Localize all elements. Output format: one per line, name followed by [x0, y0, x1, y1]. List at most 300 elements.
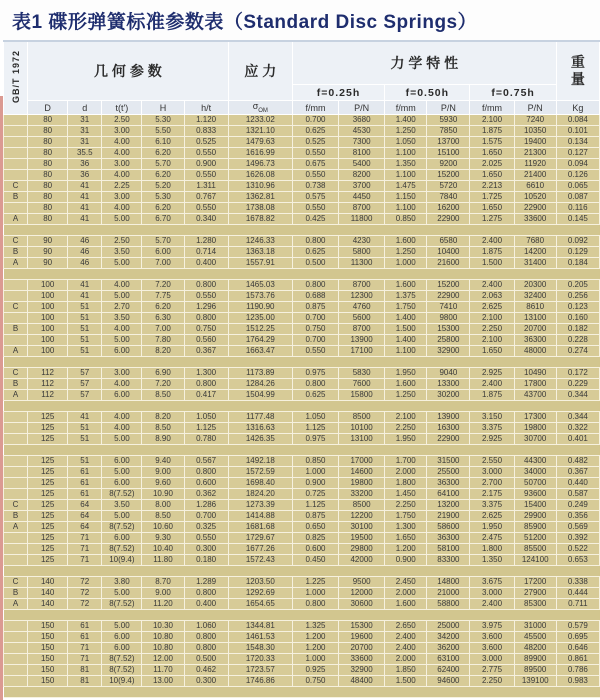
table-cell: 10100 — [339, 423, 385, 434]
table-cell: 140 — [28, 588, 68, 599]
table-cell: 51 — [68, 335, 102, 346]
table-cell: 1363.18 — [228, 247, 292, 258]
table-cell: 27900 — [514, 588, 556, 599]
table-cell: 1465.03 — [228, 280, 292, 291]
table-cell: 0.900 — [385, 555, 427, 566]
table-cell: 5.00 — [102, 214, 142, 225]
table-cell: 2.775 — [470, 665, 514, 676]
table-cell: 61 — [68, 489, 102, 500]
table-cell: 1.875 — [470, 390, 514, 401]
table-cell: 1.950 — [470, 522, 514, 533]
table-cell: 2.000 — [385, 588, 427, 599]
table-cell: 83300 — [427, 555, 470, 566]
table-cell: 50700 — [514, 478, 556, 489]
table-cell: 0.700 — [292, 313, 338, 324]
table-cell: 72 — [68, 577, 102, 588]
table-cell: 36300 — [514, 335, 556, 346]
table-cell: 8.20 — [142, 346, 184, 357]
table-cell: 100 — [28, 291, 68, 302]
table-cell: 0.482 — [556, 456, 599, 467]
table-row — [4, 302, 600, 313]
table-cell: 31 — [68, 137, 102, 148]
table-cell: 1.350 — [470, 555, 514, 566]
table-cell: 6.00 — [102, 346, 142, 357]
table-cell: 1.100 — [385, 148, 427, 159]
table-cell: 13100 — [514, 313, 556, 324]
table-cell: 1616.99 — [228, 148, 292, 159]
table-cell: 22900 — [514, 203, 556, 214]
table-cell: 5.00 — [102, 434, 142, 445]
table-cell: 64 — [68, 500, 102, 511]
table-cell: 125 — [28, 456, 68, 467]
table-cell: 1.750 — [385, 511, 427, 522]
table-cell: 0.392 — [556, 533, 599, 544]
table-cell: 0.625 — [292, 247, 338, 258]
table-cell: 7840 — [427, 192, 470, 203]
table-cell: 125 — [28, 412, 68, 423]
table-cell — [4, 478, 28, 489]
table-cell: 0.500 — [292, 258, 338, 269]
deflection-level-075h: f=0.75h — [470, 85, 556, 101]
table-cell: 0.646 — [556, 643, 599, 654]
table-cell: 11.80 — [142, 555, 184, 566]
table-cell: 80 — [28, 192, 68, 203]
table-cell: 150 — [28, 676, 68, 687]
col-header-h-over-t: h/t — [184, 101, 228, 115]
table-cell: 2.650 — [385, 621, 427, 632]
table-cell: 1.950 — [385, 434, 427, 445]
table-row — [4, 313, 600, 324]
table-cell: 1.050 — [292, 412, 338, 423]
table-cell: 1.600 — [385, 280, 427, 291]
table-cell: 1.375 — [385, 291, 427, 302]
table-cell: 3.00 — [102, 368, 142, 379]
table-cell: 3.375 — [470, 500, 514, 511]
table-cell: 2.063 — [470, 291, 514, 302]
table-cell: 0.767 — [184, 192, 228, 203]
table-cell: 6.00 — [102, 478, 142, 489]
table-cell: 0.587 — [556, 489, 599, 500]
table-cell: 0.401 — [556, 434, 599, 445]
table-cell: 1.500 — [385, 324, 427, 335]
table-cell: 5800 — [339, 247, 385, 258]
table-cell: 0.600 — [184, 478, 228, 489]
table-cell — [4, 621, 28, 632]
table-cell: 58100 — [427, 544, 470, 555]
table-cell: 1.600 — [385, 379, 427, 390]
table-cell: 1.600 — [385, 236, 427, 247]
table-cell: 1.289 — [184, 577, 228, 588]
table-cell: 1344.81 — [228, 621, 292, 632]
table-cell: 1.060 — [184, 621, 228, 632]
table-cell: 140 — [28, 599, 68, 610]
table-cell: 3.375 — [470, 423, 514, 434]
group-separator — [4, 269, 600, 280]
table-cell: 85500 — [514, 544, 556, 555]
table-cell: 8610 — [514, 302, 556, 313]
table-cell: 62400 — [427, 665, 470, 676]
table-cell: A — [4, 214, 28, 225]
table-cell: 1746.86 — [228, 676, 292, 687]
geometry-group-header: 几 何 参 数 — [28, 41, 229, 101]
table-cell: 3.50 — [102, 313, 142, 324]
table-cell: B — [4, 511, 28, 522]
table-cell: 71 — [68, 654, 102, 665]
table-cell: 72 — [68, 588, 102, 599]
table-cell: 9.00 — [142, 588, 184, 599]
table-cell: 8.50 — [142, 390, 184, 401]
table-cell: 0.750 — [292, 676, 338, 687]
table-cell: 15300 — [339, 621, 385, 632]
table-cell — [4, 654, 28, 665]
standard-label-cell — [4, 41, 28, 115]
table-cell: 112 — [28, 368, 68, 379]
table-cell: 1678.82 — [228, 214, 292, 225]
table-cell: 61 — [68, 632, 102, 643]
table-cell: 0.116 — [556, 203, 599, 214]
table-cell: 1.125 — [292, 500, 338, 511]
table-cell: 1.750 — [385, 302, 427, 313]
table-cell: 0.525 — [292, 137, 338, 148]
table-cell: 2.550 — [470, 456, 514, 467]
table-cell: 7680 — [514, 236, 556, 247]
table-cell: 5.00 — [102, 291, 142, 302]
table-cell: 14600 — [339, 467, 385, 478]
table-cell: 1.475 — [385, 181, 427, 192]
table-cell: 11.20 — [142, 599, 184, 610]
table-cell: B — [4, 324, 28, 335]
table-cell: 0.550 — [184, 170, 228, 181]
table-cell: 2.50 — [102, 236, 142, 247]
table-cell: 6.20 — [142, 170, 184, 181]
table-cell: 112 — [28, 379, 68, 390]
table-cell: 0.338 — [556, 577, 599, 588]
table-cell: 51200 — [514, 533, 556, 544]
table-cell: 2.100 — [470, 115, 514, 126]
table-cell: 4450 — [339, 192, 385, 203]
table-cell: 2.100 — [470, 335, 514, 346]
table-row — [4, 346, 600, 357]
table-cell: 6.20 — [142, 148, 184, 159]
table-cell: 0.362 — [184, 489, 228, 500]
table-row — [4, 500, 600, 511]
col-header-p-n-050: P/N — [427, 101, 470, 115]
table-cell: 8(7.52) — [102, 654, 142, 665]
table-cell: 2.450 — [385, 577, 427, 588]
col-header-f-mm-025: f/mm — [292, 101, 338, 115]
disc-springs-table — [3, 40, 600, 698]
table-cell: 21600 — [427, 258, 470, 269]
table-row — [4, 555, 600, 566]
table-cell: 100 — [28, 335, 68, 346]
table-cell: C — [4, 236, 28, 247]
table-cell: 0.400 — [184, 258, 228, 269]
table-cell: 32900 — [339, 665, 385, 676]
table-cell: 1.200 — [385, 544, 427, 555]
table-cell: 1.600 — [385, 599, 427, 610]
table-cell: 89900 — [514, 654, 556, 665]
table-cell: 1.286 — [184, 500, 228, 511]
table-cell: 17800 — [514, 379, 556, 390]
table-cell: 15200 — [427, 170, 470, 181]
table-header — [4, 41, 600, 115]
table-row — [4, 511, 600, 522]
table-cell: 0.550 — [184, 533, 228, 544]
table-cell: 16200 — [427, 203, 470, 214]
table-cell: 3.000 — [470, 467, 514, 478]
table-cell: 1.800 — [385, 478, 427, 489]
table-cell: 8100 — [339, 148, 385, 159]
table-cell: 22900 — [427, 291, 470, 302]
table-row — [4, 478, 600, 489]
table-cell: 0.450 — [292, 555, 338, 566]
table-cell: 58600 — [427, 522, 470, 533]
table-cell — [4, 115, 28, 126]
table-cell: 1414.88 — [228, 511, 292, 522]
table-cell: 34200 — [427, 632, 470, 643]
table-cell: 2.250 — [385, 500, 427, 511]
col-header-p-n-025: P/N — [339, 101, 385, 115]
table-cell: 0.180 — [184, 555, 228, 566]
table-cell: 1.296 — [184, 302, 228, 313]
table-cell: 1512.25 — [228, 324, 292, 335]
table-cell: 0.650 — [292, 522, 338, 533]
table-cell: 0.700 — [292, 115, 338, 126]
table-cell: 32900 — [427, 346, 470, 357]
table-cell: 0.575 — [292, 192, 338, 203]
table-cell: 1.250 — [385, 390, 427, 401]
table-cell: 1.000 — [292, 467, 338, 478]
table-cell: 125 — [28, 511, 68, 522]
table-cell: 41 — [68, 203, 102, 214]
table-cell: 2.400 — [470, 599, 514, 610]
table-cell: 1.650 — [470, 148, 514, 159]
table-cell: 8(7.52) — [102, 489, 142, 500]
table-row — [4, 236, 600, 247]
table-cell: 2.400 — [470, 236, 514, 247]
table-cell: 7240 — [514, 115, 556, 126]
table-cell: 3.50 — [102, 247, 142, 258]
table-cell: 1.875 — [470, 247, 514, 258]
table-cell: 20300 — [514, 280, 556, 291]
table-row — [4, 599, 600, 610]
title-bar — [0, 0, 600, 40]
table-cell — [4, 489, 28, 500]
table-cell: 1.200 — [292, 643, 338, 654]
table-cell: 1654.65 — [228, 599, 292, 610]
table-cell: 0.160 — [556, 313, 599, 324]
deflection-level-025h: f=0.25h — [292, 85, 384, 101]
table-cell: 8.50 — [142, 423, 184, 434]
table-cell: 2.625 — [470, 511, 514, 522]
group-separator — [4, 687, 600, 698]
table-cell: 1.275 — [470, 214, 514, 225]
table-row — [4, 643, 600, 654]
table-cell: A — [4, 599, 28, 610]
table-cell: 46 — [68, 247, 102, 258]
page-title: 表1 碟形弹簧标准参数表（Standard Disc Springs） — [12, 11, 478, 33]
table-cell: 13.00 — [142, 676, 184, 687]
table-cell: 11920 — [514, 159, 556, 170]
table-cell: 0.700 — [292, 335, 338, 346]
col-header-H: H — [142, 101, 184, 115]
table-cell: 7.20 — [142, 280, 184, 291]
table-cell: 3.000 — [470, 588, 514, 599]
table-cell: 1504.99 — [228, 390, 292, 401]
table-row — [4, 654, 600, 665]
table-cell: 48200 — [514, 643, 556, 654]
table-cell: 10.80 — [142, 632, 184, 643]
table-cell: 0.127 — [556, 148, 599, 159]
table-cell: 31500 — [427, 456, 470, 467]
table-cell: 1.120 — [184, 115, 228, 126]
table-row — [4, 192, 600, 203]
table-cell: 51 — [68, 346, 102, 357]
table-cell: 3.00 — [102, 192, 142, 203]
table-cell: 1723.57 — [228, 665, 292, 676]
table-cell: 1.125 — [292, 423, 338, 434]
table-cell: 57 — [68, 390, 102, 401]
table-cell: 3.00 — [102, 159, 142, 170]
table-cell: 0.569 — [556, 522, 599, 533]
table-row — [4, 159, 600, 170]
table-cell: 6.70 — [142, 214, 184, 225]
table-cell: 4.00 — [102, 412, 142, 423]
table-cell: 33600 — [514, 214, 556, 225]
table-cell: 2.100 — [470, 313, 514, 324]
table-cell: 1764.29 — [228, 335, 292, 346]
table-cell: 0.444 — [556, 588, 599, 599]
table-cell: 5.00 — [102, 258, 142, 269]
table-cell: 8500 — [339, 412, 385, 423]
table-cell: 4760 — [339, 302, 385, 313]
table-cell: 80 — [28, 115, 68, 126]
table-cell: 0.833 — [184, 126, 228, 137]
table-cell: 0.800 — [184, 280, 228, 291]
table-cell: 1663.47 — [228, 346, 292, 357]
table-cell: 1.800 — [470, 544, 514, 555]
table-cell: 80 — [28, 181, 68, 192]
table-cell: 0.550 — [184, 203, 228, 214]
table-cell — [4, 533, 28, 544]
table-cell: 1461.53 — [228, 632, 292, 643]
table-cell: 0.084 — [556, 115, 599, 126]
table-cell: 51 — [68, 423, 102, 434]
table-cell: 1.300 — [385, 522, 427, 533]
table-cell: 0.675 — [292, 159, 338, 170]
group-separator — [4, 445, 600, 456]
table-cell: 13100 — [339, 434, 385, 445]
table-cell: A — [4, 258, 28, 269]
table-cell: 0.094 — [556, 159, 599, 170]
table-cell: 0.800 — [184, 588, 228, 599]
table-cell: C — [4, 302, 28, 313]
table-cell: 0.525 — [184, 137, 228, 148]
table-cell: 0.145 — [556, 214, 599, 225]
table-cell: 0.344 — [556, 412, 599, 423]
table-row — [4, 115, 600, 126]
table-cell: 1824.20 — [228, 489, 292, 500]
table-cell: 0.861 — [556, 654, 599, 665]
table-cell: A — [4, 346, 28, 357]
table-cell: 0.228 — [556, 335, 599, 346]
table-cell: 80 — [28, 203, 68, 214]
table-cell: 5.30 — [142, 115, 184, 126]
table-cell: 0.500 — [184, 654, 228, 665]
weight-group-label: 重量 — [570, 54, 585, 87]
table-cell: 100 — [28, 302, 68, 313]
table-cell: 36 — [68, 170, 102, 181]
table-cell: 5.50 — [142, 126, 184, 137]
table-cell: C — [4, 181, 28, 192]
table-cell: 150 — [28, 643, 68, 654]
table-cell: 1235.00 — [228, 313, 292, 324]
table-cell: 1292.69 — [228, 588, 292, 599]
table-cell: 15800 — [339, 390, 385, 401]
table-cell: 0.356 — [556, 511, 599, 522]
table-cell: 5830 — [339, 368, 385, 379]
table-cell: 10.30 — [142, 621, 184, 632]
table-row — [4, 621, 600, 632]
table-cell: 7.00 — [142, 258, 184, 269]
table-cell: 0.550 — [292, 203, 338, 214]
table-cell: 0.184 — [556, 258, 599, 269]
table-cell: A — [4, 390, 28, 401]
table-cell: 9.30 — [142, 533, 184, 544]
table-cell: 0.600 — [292, 544, 338, 555]
table-cell: 90 — [28, 258, 68, 269]
table-cell: 51 — [68, 434, 102, 445]
col-header-d: d — [68, 101, 102, 115]
table-cell: 11300 — [339, 258, 385, 269]
stress-group-header: 应 力 — [228, 41, 292, 101]
table-cell: 100 — [28, 280, 68, 291]
table-cell: 80 — [28, 126, 68, 137]
table-cell: 19800 — [514, 423, 556, 434]
table-cell: 10490 — [514, 368, 556, 379]
table-cell: 5600 — [339, 313, 385, 324]
table-cell: 17000 — [339, 456, 385, 467]
table-cell: 0.850 — [385, 214, 427, 225]
table-cell — [4, 423, 28, 434]
table-cell: 0.134 — [556, 137, 599, 148]
table-cell: 34000 — [514, 467, 556, 478]
table-cell: 1.400 — [385, 115, 427, 126]
table-cell: 6.20 — [142, 203, 184, 214]
table-cell: 19600 — [339, 632, 385, 643]
table-cell: 150 — [28, 621, 68, 632]
table-cell: 6.00 — [102, 456, 142, 467]
table-cell: 1548.30 — [228, 643, 292, 654]
table-cell: 0.300 — [184, 544, 228, 555]
table-cell: 4.00 — [102, 148, 142, 159]
table-cell: 1.950 — [385, 368, 427, 379]
table-cell: 1.250 — [385, 247, 427, 258]
table-cell: C — [4, 577, 28, 588]
table-cell: 2.100 — [385, 412, 427, 423]
table-row — [4, 291, 600, 302]
table-cell: 8200 — [339, 170, 385, 181]
table-cell: 8(7.52) — [102, 599, 142, 610]
table-cell: 13300 — [427, 379, 470, 390]
table-cell: 1177.48 — [228, 412, 292, 423]
table-cell — [4, 148, 28, 159]
table-cell: 0.653 — [556, 555, 599, 566]
table-cell: 1.400 — [385, 335, 427, 346]
table-cell: 0.560 — [184, 335, 228, 346]
table-cell: 0.550 — [292, 346, 338, 357]
table-cell: 0.780 — [184, 434, 228, 445]
